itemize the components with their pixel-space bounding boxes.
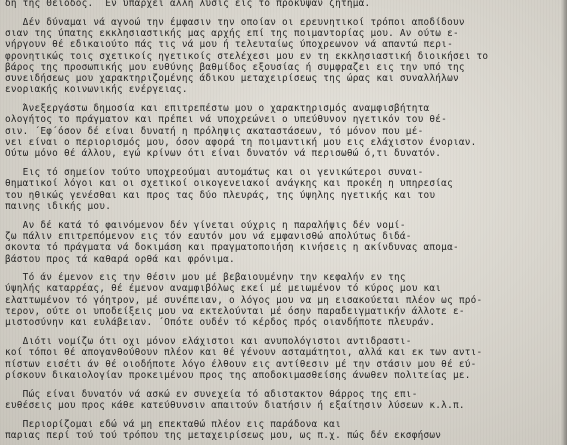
- text-line: βάρος της προσωπικής μου ευθύνης βαθμίδος εξουσίας ή συμφραζει εις την υπό της: [5, 61, 465, 73]
- text-line: δη της Θειοδος. ΄Εν υπαρχει άλλη λύσις εις το προκύψαν ζήτημα.: [5, 0, 371, 9]
- text-line: Πώς είναι δυνατόν νά ασκώ εν συνεχεία τό αδιστακτον θάρρος της επι-: [5, 388, 418, 400]
- text-line: Διότι νομίζω ότι οχι μόνον ελάχιστοι και ανυπολόγιστοι αντιδραστι-: [5, 336, 412, 348]
- paragraph: [5, 419, 567, 442]
- paragraph: [5, 17, 567, 96]
- page-edge-shadow: [561, 0, 567, 445]
- text-line: μιστοσύνην και ευλάβειαν. ΄Οπότε ουδέν τό κέρδος πρός οιανδήποτε πλευράν.: [5, 317, 436, 329]
- paragraph: [5, 220, 567, 265]
- text-line: συνειδήσεως μου χαρακτηριζομένης άδικου μεταχειρίσεως της ώρας και συναλλήλων: [5, 73, 459, 85]
- text-line: ζω πάλιν επιτρεπόμενον εις τόν εαυτόν μου νά εμφανισθώ απολύτως διδά-: [5, 230, 412, 242]
- text-line: Περιορίζομαι εδώ νά μη επεκταθώ πλέον εις παράδονα και: [5, 418, 341, 430]
- text-line: ευθέσεις μου προς κάθε κατεύθυνσιν απαιτούν διατήσιν ή εξαίτησιν λύσεων κ.λ.π.: [5, 399, 465, 411]
- document-body: [5, 0, 567, 445]
- text-line: παινης ιδικής μου.: [5, 200, 112, 212]
- text-line: ρίσκουν δικαιολογίαν προκειμένου προς της αποδοκιμασθείσης άνωθεν πολιτείας με.: [5, 369, 471, 381]
- text-line: σιν. ΄Εφ΄όσον δέ είναι δυνατή η πρόληψις ακαταστάσεων, τό μόνον που μέ-: [5, 125, 424, 137]
- text-line: ενοριακής κοινωνικής ενέργειας.: [5, 84, 188, 96]
- text-line: σκοντα τό πράγματα νά δοκιμάση και πραγματοποιήση κινήσεις η ακίνδυνας απομα-: [5, 242, 459, 254]
- text-line: ολογήτος το πράγματον και πρέπει νά υποχρεώνει ο υπεύθυνον ηγετικόν του θέ-: [5, 114, 448, 126]
- text-line: παριας περί τού τού τρόπου της μεταχειρίσεως μου, ως π.χ. πώς δέν εκσφήσων: [5, 429, 442, 441]
- text-line: Δέν δύναμαι νά αγνοώ την έμφασιν την οποίαν οι ερευνητικοί τρόποι αποδίδουν: [5, 16, 465, 28]
- text-line: του ηθικώς γενέσθαι και προς τας δύο πλευράς, της ύψηλης ηγετικής και του: [5, 189, 436, 201]
- text-line: κοί τόποι θέ απογανθούθουν πλέον και θέ γένουν ασταμάτητοι, αλλά και εκ των αντι-: [5, 347, 483, 359]
- text-line: νει είναι ο περιορισμός μου, όσον αφορά τη ποιμαντική μου εις ελάχιστον ένοριαν.: [5, 137, 477, 149]
- text-line: σιαν της ύπατης εκκλησιαστικής μας αρχής επί της ποιμαντορίας μου. Αν ούτω ε-: [5, 27, 459, 39]
- text-line: ελαττωμένον τό γόητρον, μέ συνέπειαν, ο λόγος μου να μη εισακούεται πλέον ως πρό-: [5, 294, 483, 306]
- text-line: Εις τό σημείον τούτο υποχρεούμαι αυτομάτως και οι γενικώτεροι συναι-: [5, 167, 424, 179]
- text-line: Άνεξεργάστω δημοσία και επιτρεπέστω μου ο χαρακτηρισμός αναμφισβήτητα: [5, 103, 430, 115]
- text-line: Αν δέ κατά τό φαινόμενον δέν γίνεται ούχρις η παραλήψις δέν νομί-: [5, 219, 406, 231]
- text-line: Τό άν έμενον εις την θέσιν μου μέ βεβαιουμένην την κεφαλήν εν της: [5, 272, 406, 284]
- text-line: νήργουν θέ εδικαιούτο πάς τις νά μου ή τελευταίως ύποχρεωνον νά απαντώ περι-: [5, 39, 453, 51]
- text-line: βάστου προς τά καθαρά ορθά και φρόνιμα.: [5, 253, 235, 265]
- paragraph: [5, 0, 567, 9]
- text-line: ύψηλής καταρρέας, θέ έμενον αναμφιβόλως εκεί μέ μειωμένον τό κύρος μου και: [5, 283, 442, 295]
- text-line: θηματικοί λόγοι και οι σχετικοί οικογενειακοί ανάγκης και προκέη η υπηρεσίας: [5, 178, 453, 190]
- text-line: φρονητικώς τοις σχετικοίς ηγετικοίς στελέχεσι μου εν τη εκκλησιαστική διοικήσει το: [5, 50, 489, 62]
- text-line: πίστων εισέτι άν θέ οιοδήποτε λόγο έλθουν εις αντίθεσιν μέ την στάσιν μου θέ εύ-: [5, 358, 477, 370]
- text-line: τερον, ούτε οι υποδείξεις μου να εκτελούνται μέ όσην παραδειγματικήν άλλοτε ε-: [5, 306, 465, 318]
- text-line: Ούτω μόνο θέ άλλου, εγώ κρίνων ότι είναι δυνατόν νά περισωθώ ό,τι δυνατόν.: [5, 148, 442, 160]
- paragraph: [5, 167, 567, 212]
- paragraph: [5, 389, 567, 412]
- paragraph: [5, 272, 567, 328]
- paragraph: [5, 336, 567, 381]
- paragraph: [5, 103, 567, 159]
